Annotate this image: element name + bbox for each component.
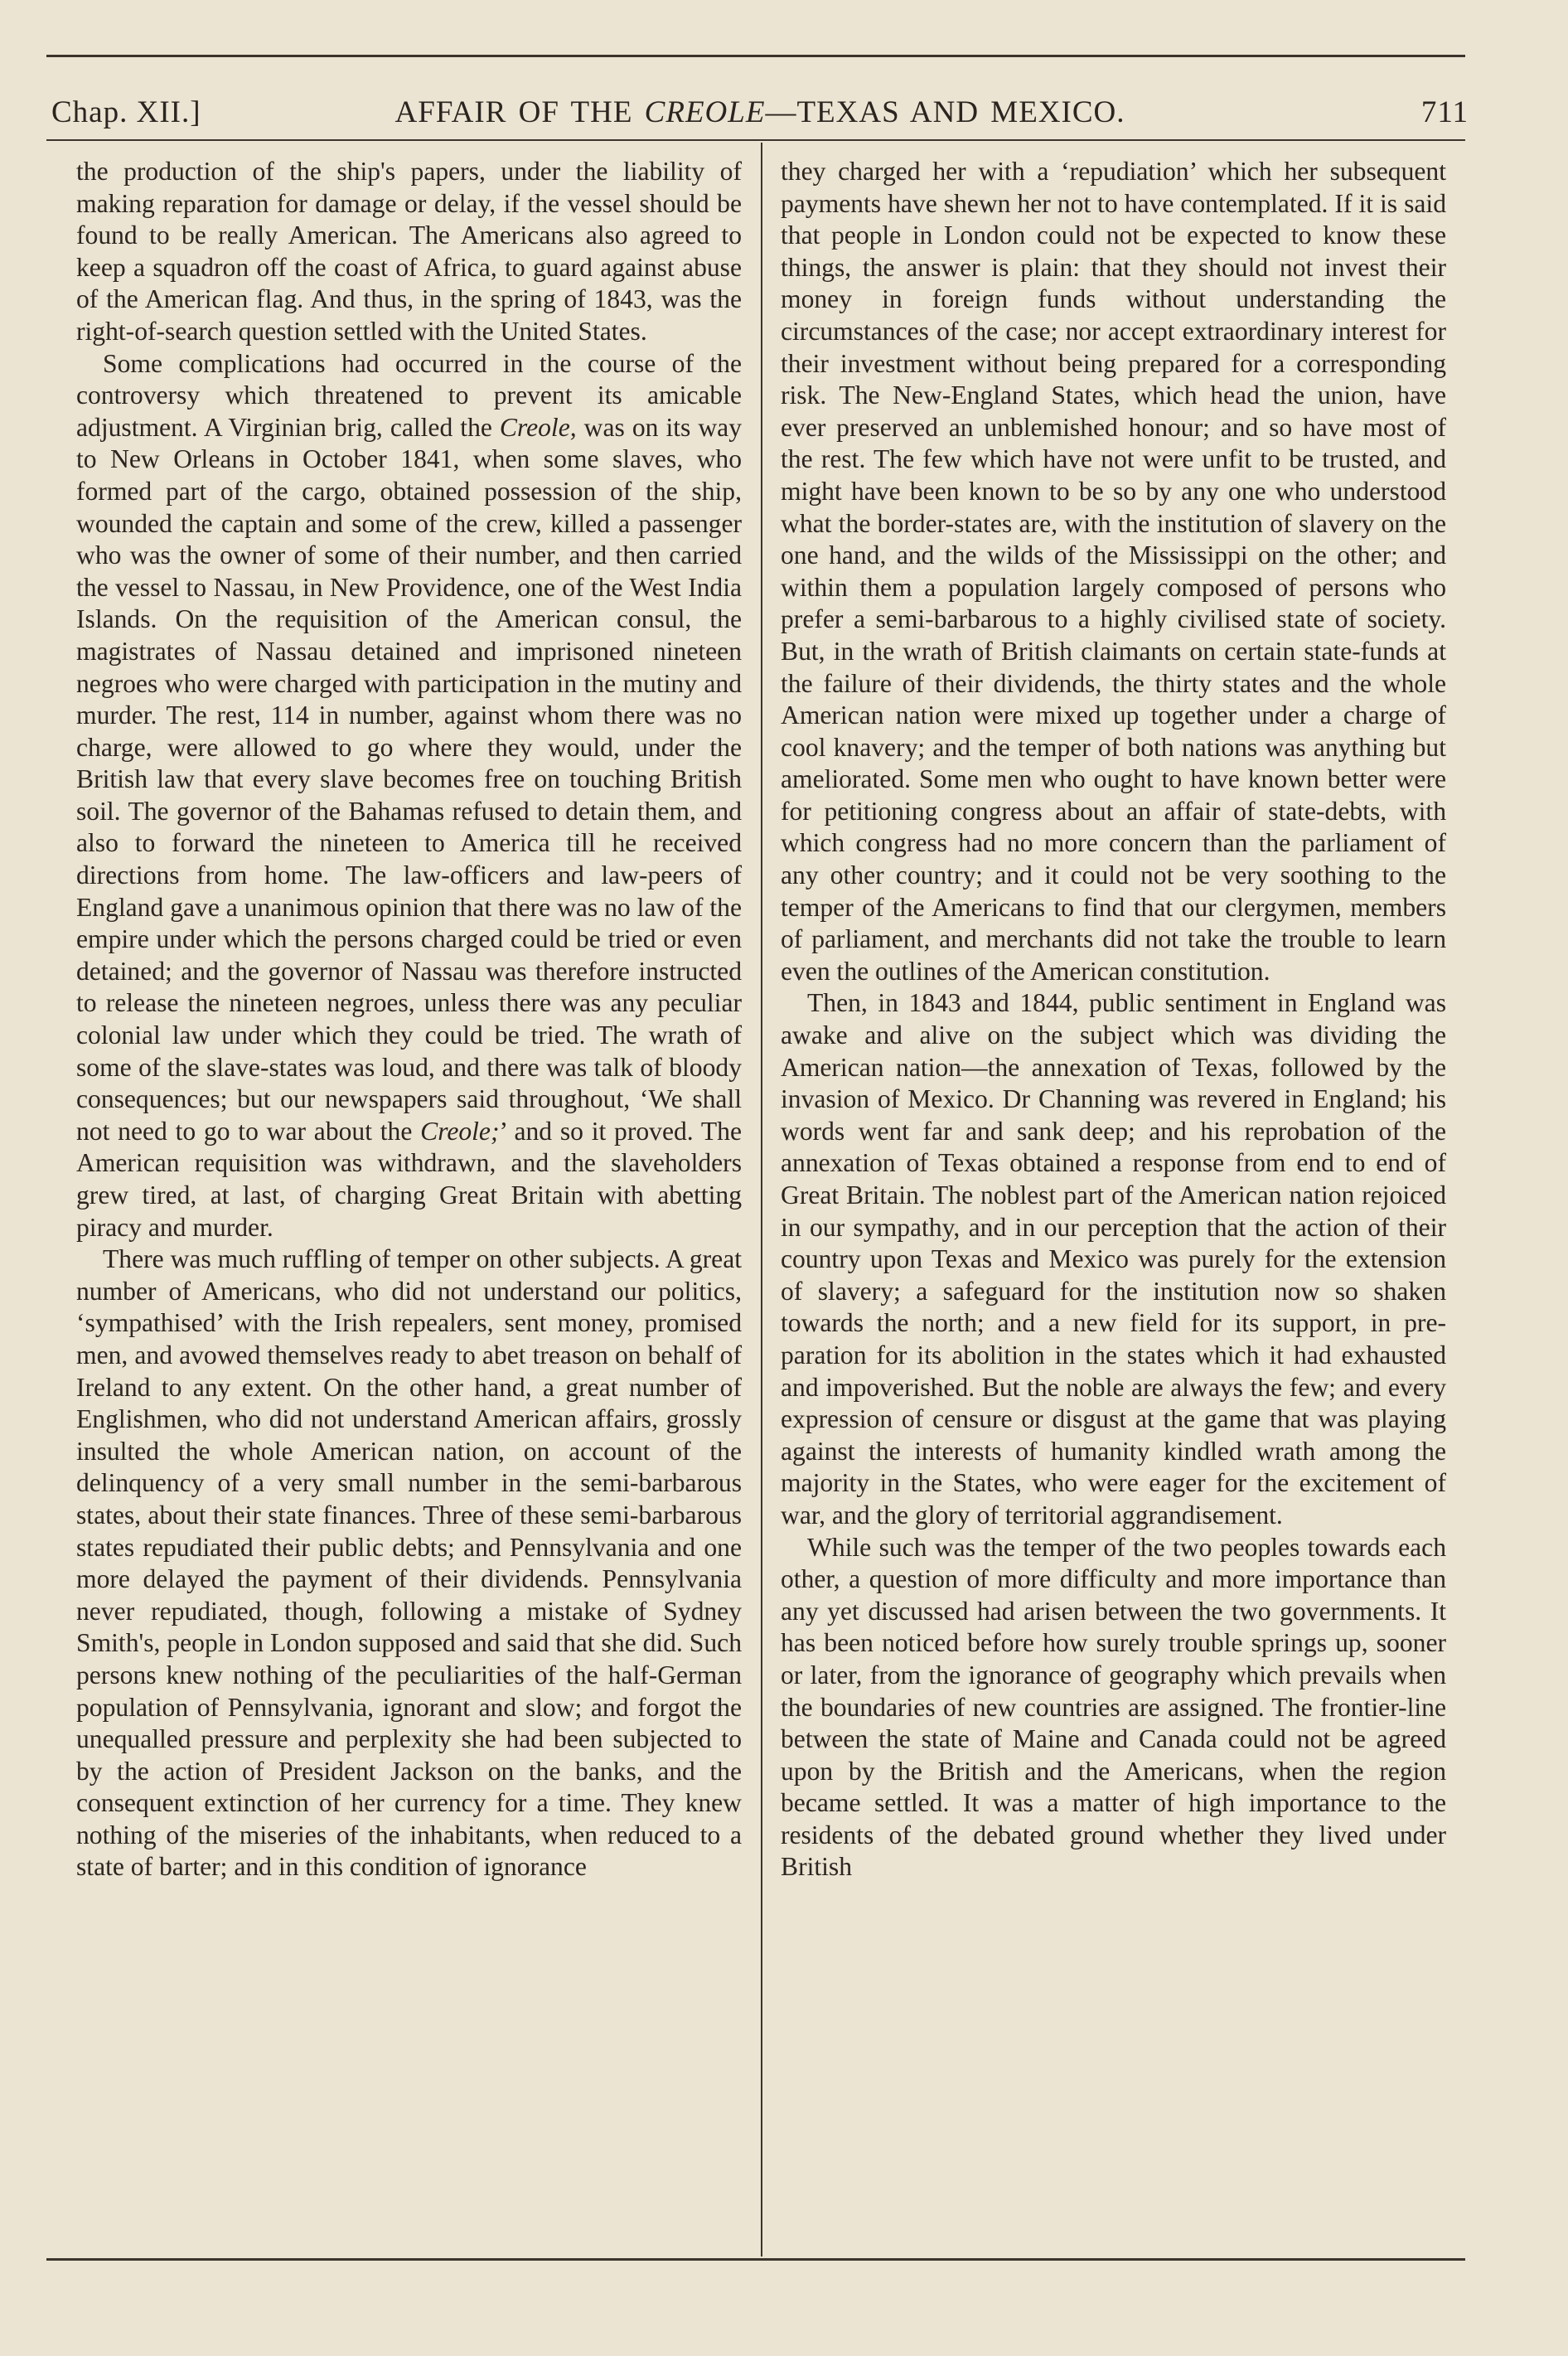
running-header — [51, 90, 1469, 131]
bottom-border-rule — [46, 2258, 1465, 2261]
running-title: AFFAIR OF THE CREOLE—TEXAS AND MEXICO. — [394, 95, 1125, 129]
paragraph: they charged her with a ‘repudiation’ which her subsequent payments have shewn her not to have contemplated. If it is said that people in London could not be expected to know these things, the answer is plain: that they should not invest their money in foreign funds without understanding the circumstances of the case; nor accept extraordinary interest for their investment without being prepared for a corresponding risk. The New-England States, which head the union, have ever preserved an unblemished honour; and so have most of the rest. The few which have not were unfit to be trusted, and might have been known to be so by any one who understood what the border-states are, with the institution of slavery on the one hand, and the wilds of the Mississippi on the other; and within them a population largely composed of persons who prefer a semi-barbarous to a highly civilised state of society. But, in the wrath of British claimants on certain state-funds at the failure of their dividends, the thirty states and the whole American nation were mixed up together under a charge of cool knavery; and the temper of both nations was anything but ameliorated. Some men who ought to have known better were for petitioning congress about an affair of state-debts, with which congress had no more concern than the parliament of any other country; and it could not be very soothing to the temper of the Americans to find that our clergymen, members of parliament, and merchants did not take the trouble to learn even the outlines of the American constitution. — [781, 157, 1446, 986]
paragraph: There was much ruffling of temper on other subjects. A great number of Americans, who did not understand our politics, ‘sympathised’ with the Irish repealers, sent money, promised men, and avowed themselves ready to abet treason on behalf of Ireland to any extent. On the other hand, a great number of Englishmen, who did not understand American affairs, grossly insulted the whole American nation, on account of the delinquency of a very small number in the semi-barbarous states, about their state finances. Three of these semi-barbarous states repudiated their public debts; and Pennsylvania and one more delayed the payment of their dividends. Pennsylvania never repudiated, though, following a mistake of Sydney Smith's, people in London supposed and said that she did. Such persons knew nothing of the peculiarities of the half-German population of Pennsylvania, ignorant and slow; and forgot the unequalled pressure and perplexity she had been subjected to by the action of President Jackson on the banks, and the consequent extinction of her currency for a time. They knew nothing of the miseries of the inhabitants, when reduced to a state of barter; and in this condition of ignorance — [76, 1244, 742, 1882]
right-column — [781, 156, 1446, 1883]
paragraph: Then, in 1843 and 1844, public sentiment in England was awake and alive on the subject which was dividing the American nation—the annexation of Texas, followed by the invasion of Mexico. Dr Channing was revered in England; his words went far and sank deep; and his reprobation of the annexation of Texas obtained a response from end to end of Great Britain. The noblest part of the American nation rejoiced in our sympathy, and in our perception that the action of their country upon Texas and Mexico was purely for the extension of slavery; a safeguard for the institution now so shaken towards the north; and a new field for its support, in preparation for its abolition in the states which it had exhausted and impoverished. But the noble are always the few; and every expression of censure or disgust at the game that was playing against the interests of humanity kindled wrath among the majority in the States, who were eager for the excitement of war, and the glory of territorial aggrandisement. — [781, 988, 1446, 1529]
paragraph: Some complications had occurred in the course of the controversy which threatened to prevent its amicable adjustment. A Virginian brig, called the Creole, was on its way to New Orleans in October 1841, when some slaves, who formed part of the cargo, obtained possession of the ship, wounded the captain and some of the crew, killed a passenger who was the owner of some of their number, and then carried the vessel to Nassau, in New Providence, one of the West India Islands. On the requisition of the American consul, the magistrates of Nassau detained and imprisoned nineteen negroes who were charged with participation in the mutiny and murder. The rest, 114 in number, against whom there was no charge, were allowed to go where they would, under the British law that every slave becomes free on touching British soil. The governor of the Bahamas refused to detain them, and also to forward the nineteen to America till he received directions from home. The law-officers and law-peers of England gave a unanimous opinion that there was no law of the empire under which the persons charged could be tried or even detained; and the governor of Nassau was therefore instructed to release the nineteen negroes, unless there was any peculiar colonial law under which they could be tried. The wrath of some of the slave-states was loud, and there was talk of bloody consequences; but our newspapers said throughout, ‘We shall not need to go to war about the Creole;’ and so it proved. The American requisition was withdrawn, and the slaveholders grew tired, at last, of charging Great Britain with abetting piracy and murder. — [76, 348, 742, 1242]
header-rule — [46, 139, 1465, 141]
paragraph: the production of the ship's papers, under the liability of making reparation for damage or delay, if the vessel should be found to be really American. The Americans also agreed to keep a squadron off the coast of Africa, to guard against abuse of the American flag. And thus, in the spring of 1843, was the right-of-search question settled with the United States. — [76, 157, 742, 346]
paragraph: While such was the temper of the two peoples towards each other, a question of more difficulty and more importance than any yet discussed had arisen between the two governments. It has been noticed before how surely trouble springs up, sooner or later, from the ignorance of geography which prevails when the boundaries of new countries are assigned. The frontier-line between the state of Maine and Canada could not be agreed upon by the British and the Americans, when the region became settled. It was a matter of high importance to the residents of the debated ground whether they lived under British — [781, 1532, 1446, 1882]
left-column — [76, 156, 742, 1883]
page-number: 711 — [1420, 95, 1469, 129]
column-divider — [761, 143, 762, 2257]
top-border-rule — [46, 55, 1465, 57]
chapter-label: Chap. XII.] — [51, 95, 201, 129]
